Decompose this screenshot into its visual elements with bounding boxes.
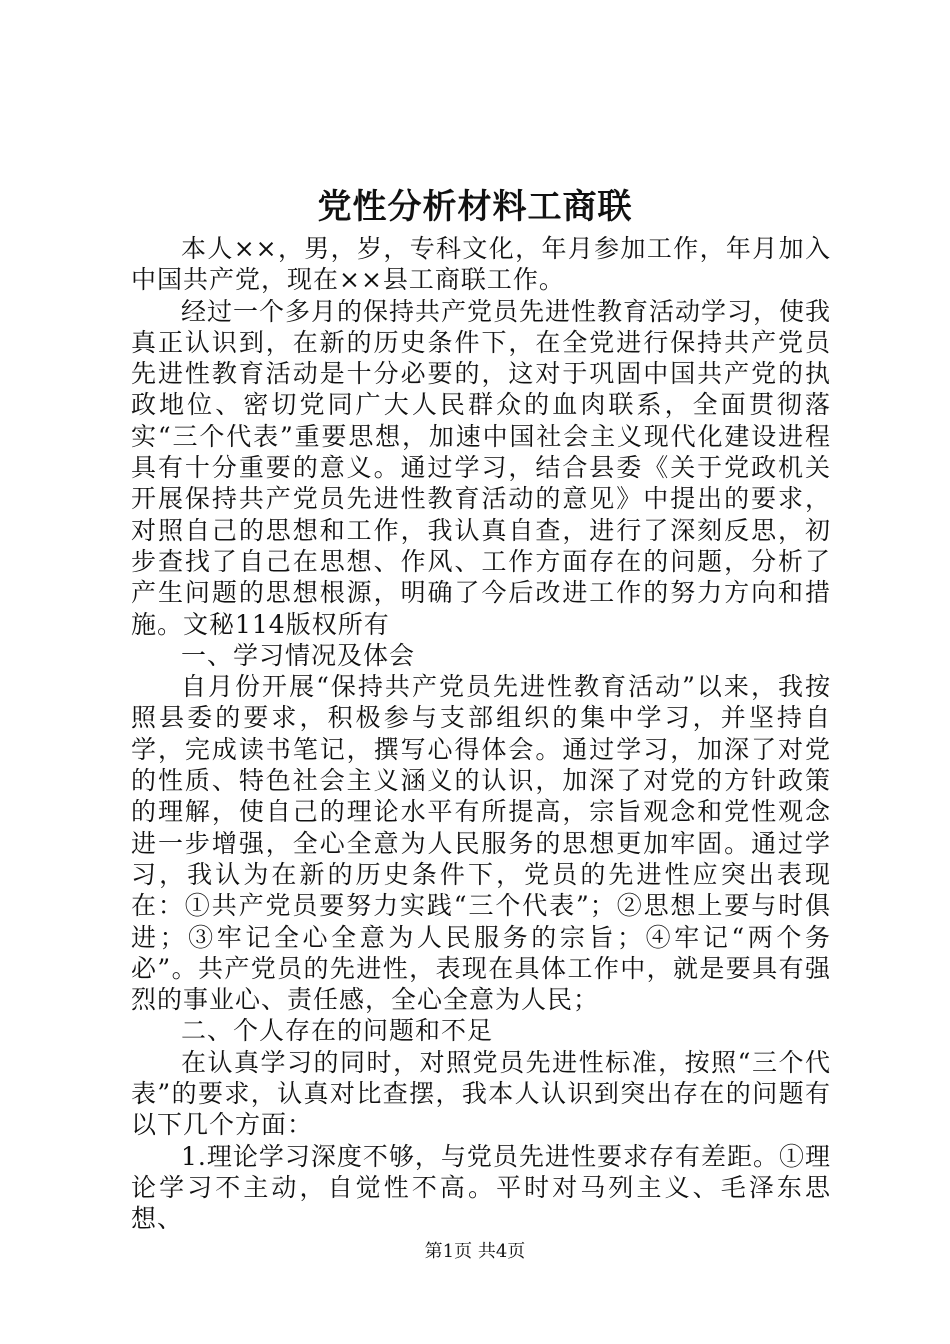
paragraph-problem-1: 1.理论学习深度不够，与党员先进性要求存有差距。①理论学习不主动，自觉性不高。平时对马列主义、毛泽东思想、 bbox=[131, 1141, 831, 1234]
paragraph-study-details: 自月份开展“保持共产党员先进性教育活动”以来，我按照县委的要求，积极参与支部组织的集中学习，并坚持自学，完成读书笔记，撰写心得体会。通过学习，加深了对党的性质、特色社会主义涵义的认识，加深了对党的方针政策的理解，使自己的理论水平有所提高，宗旨观念和党性观念进一步增强，全心全意为人民服务的思想更加牢固。通过学习，我认为在新的历史条件下，党员的先进性应突出表现在：①共产党员要努力实践“三个代表”；②思想上要与时俱进；③牢记全心全意为人民服务的宗旨；④牢记“两个务必”。共产党员的先进性，表现在具体工作中，就是要具有强烈的事业心、责任感，全心全意为人民； bbox=[131, 672, 831, 1015]
paragraph-learning-summary: 经过一个多月的保持共产党员先进性教育活动学习，使我真正认识到，在新的历史条件下，在全党进行保持共产党员先进性教育活动是十分必要的，这对于巩固中国共产党的执政地位、密切党同广大人民群众的血肉联系，全面贯彻落实“三个代表”重要思想，加速中国社会主义现代化建设进程具有十分重要的意义。通过学习，结合县委《关于党政机关开展保持共产党员先进性教育活动的意见》中提出的要求，对照自己的思想和工作，我认真自查，进行了深刻反思，初步查找了自己在思想、作风、工作方面存在的问题，分析了产生问题的思想根源，明确了今后改进工作的努力方向和措施。文秘114版权所有 bbox=[131, 296, 832, 639]
document-title: 党性分析材料工商联 bbox=[317, 187, 633, 227]
paragraph-intro: 本人××，男，岁，专科文化，年月参加工作，年月加入中国共产党，现在××县工商联工作。 bbox=[131, 234, 831, 295]
document-body bbox=[131, 233, 831, 1235]
page-number-footer: 第1页 共4页 bbox=[424, 1241, 526, 1262]
section-heading-problems: 二、个人存在的问题和不足 bbox=[181, 1016, 494, 1046]
paragraph-problems-intro: 在认真学习的同时，对照党员先进性标准，按照“三个代表”的要求，认真对比查摆，我本人认识到突出存在的问题有以下几个方面： bbox=[131, 1047, 831, 1140]
section-heading-study: 一、学习情况及体会 bbox=[181, 640, 416, 670]
